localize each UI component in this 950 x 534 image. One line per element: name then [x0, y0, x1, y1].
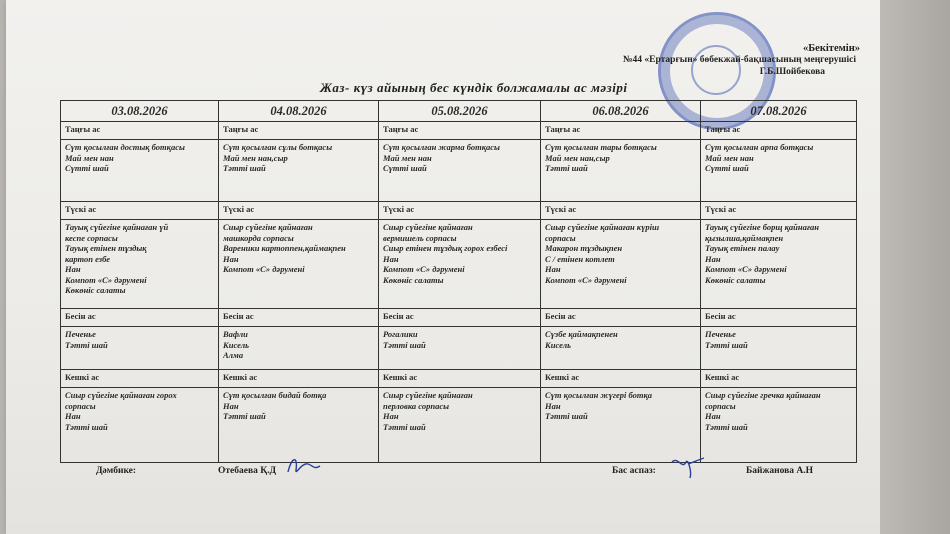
breakfast-cell [701, 140, 857, 202]
approver-name: Г.Б.Шойбекова [759, 67, 825, 77]
snack-cell [701, 327, 857, 370]
menu-item: Май мен нан,сыр [545, 152, 610, 163]
menu-item: Көкөніс салаты [705, 274, 766, 285]
lunch-label-cell: Түскі ас [541, 202, 701, 220]
menu-item: Тәтті шай [383, 339, 426, 350]
snack-cell [219, 327, 379, 370]
date-cell: 07.08.2026 [701, 101, 857, 122]
date-row [61, 101, 857, 122]
menu-item: Тәтті шай [223, 163, 266, 173]
menu-item: Компот «С» дәрумені [223, 264, 305, 274]
menu-item: Көкөніс салаты [383, 274, 444, 285]
breakfast-cell [219, 140, 379, 202]
lunch-label-cell: Түскі ас [61, 202, 219, 220]
menu-item: Нан [545, 264, 561, 274]
snack-label-row [61, 309, 857, 327]
menu-table [60, 100, 857, 463]
breakfast-cell [379, 140, 541, 202]
menu-item: Кисель [223, 339, 249, 350]
snack-label-cell: Бесін ас [219, 309, 379, 327]
cook-signature-icon [668, 452, 708, 480]
menu-item: Сүт қосылған сұлы ботқасы [223, 142, 333, 152]
menu-item: Тауық сүйегіне қайнаған үй [65, 222, 169, 232]
lunch-cell [61, 220, 219, 309]
menu-item: Тәтті шай [545, 163, 588, 173]
menu-item: перловка сорпасы [383, 400, 450, 411]
menu-item: Рогалики [383, 329, 418, 339]
menu-item: Тәтті шай [545, 411, 588, 421]
dinner-label-cell: Кешкі ас [219, 370, 379, 388]
menu-item: Компот «С» дәрумені [65, 274, 147, 285]
menu-item: Сиыр сүйегіне қайнаған күріш [545, 222, 660, 232]
lunch-label-cell: Түскі ас [701, 202, 857, 220]
menu-item: вермишель сорпасы [383, 232, 457, 243]
menu-item: Сүт қосылған тары ботқасы [545, 142, 657, 152]
menu-item: Нан [705, 411, 721, 421]
approver-position: №44 «Ертарғын» бөбекжай-бақшасының меңгерушісі [622, 55, 856, 65]
dinner-label-cell: Кешкі ас [379, 370, 541, 388]
menu-item: Сүтті шай [705, 163, 749, 173]
menu-item: Сиыр сүйегіне қайнаған [383, 390, 473, 400]
snack-cell [61, 327, 219, 370]
snack-label-cell: Бесін ас [379, 309, 541, 327]
dinner-label-cell: Кешкі ас [61, 370, 219, 388]
breakfast-label-cell: Таңғы ас [61, 122, 219, 140]
menu-item: Нан [223, 400, 239, 411]
menu-item: Нан [705, 253, 721, 264]
dietitian-signature-icon [284, 452, 324, 480]
menu-item: Тәтті шай [65, 339, 108, 350]
lunch-cell [379, 220, 541, 309]
menu-item: Май мен нан [65, 152, 114, 163]
menu-item: Сүт қосылған достық ботқасы [65, 142, 185, 152]
menu-item: Сүтті шай [383, 163, 427, 173]
menu-item: Сиыр сүйегіне қайнаған [383, 222, 473, 232]
menu-item: Тәтті шай [705, 339, 748, 350]
breakfast-label-cell: Таңғы ас [701, 122, 857, 140]
dinner-cell [61, 388, 219, 463]
breakfast-cell [541, 140, 701, 202]
breakfast-row [61, 140, 857, 202]
menu-item: Печенье [65, 329, 96, 339]
menu-item: Сүзбе қаймақпенен [545, 329, 618, 339]
menu-item: кеспе сорпасы [65, 232, 118, 243]
snack-cell [541, 327, 701, 370]
breakfast-label-cell: Таңғы ас [379, 122, 541, 140]
page-title: Жаз- күз айының бес күндік болжамалы ас мәзірі [320, 80, 628, 95]
lunch-cell [219, 220, 379, 309]
dinner-cell [701, 388, 857, 463]
cook-name: Байжанова А.Н [746, 466, 814, 476]
lunch-row [61, 220, 857, 309]
menu-item: Алма [223, 350, 244, 360]
menu-item: машкорда сорпасы [223, 232, 294, 243]
menu-item: сорпасы [65, 400, 96, 411]
dietitian-name: Отебаева Қ.Д [218, 466, 277, 476]
date-cell: 05.08.2026 [379, 101, 541, 122]
dietitian-label: Дәмбике: [96, 466, 137, 476]
lunch-cell [701, 220, 857, 309]
menu-item: Көкөніс салаты [65, 285, 126, 295]
menu-item: Нан [383, 253, 399, 264]
background-surface [880, 0, 950, 534]
menu-item: Макарон тұздықпен [545, 243, 623, 253]
lunch-label-cell: Түскі ас [379, 202, 541, 220]
date-cell: 04.08.2026 [219, 101, 379, 122]
menu-item: қызылша,қаймақпен [705, 232, 784, 243]
menu-item: Сүт қосылған жүгері ботқа [545, 390, 653, 400]
menu-item: Нан [383, 411, 399, 421]
dinner-label-cell: Кешкі ас [701, 370, 857, 388]
menu-item: Сүт қосылған жарма ботқасы [383, 142, 500, 152]
breakfast-cell [61, 140, 219, 202]
menu-item: Сүтті шай [65, 163, 109, 173]
lunch-label-cell: Түскі ас [219, 202, 379, 220]
menu-item: картоп езбе [65, 253, 111, 264]
menu-item: Нан [65, 264, 81, 274]
dinner-row [61, 388, 857, 463]
approval-heading: «Бекітемін» [802, 43, 860, 54]
date-cell: 06.08.2026 [541, 101, 701, 122]
menu-item: Компот «С» дәрумені [705, 264, 787, 274]
menu-item: Нан [545, 400, 561, 411]
menu-item: Тауық етінен палау [705, 243, 780, 253]
menu-item: С / етінен котлет [545, 253, 615, 264]
menu-item: Сүт қосылған бидай ботқа [223, 390, 327, 400]
lunch-label-row [61, 202, 857, 220]
menu-item: Тәтті шай [383, 421, 426, 432]
snack-cell [379, 327, 541, 370]
snack-row [61, 327, 857, 370]
menu-item: Тауық етінен тұздық [65, 243, 147, 253]
menu-item: Сиыр сүйегіне қайнаған [223, 222, 313, 232]
snack-label-cell: Бесін ас [61, 309, 219, 327]
menu-item: Май мен нан [705, 152, 754, 163]
menu-item: Компот «С» дәрумені [545, 274, 627, 285]
cook-label: Бас аспаз: [612, 466, 656, 476]
snack-label-cell: Бесін ас [701, 309, 857, 327]
menu-item: Сүт қосылған арпа ботқасы [705, 142, 814, 152]
menu-item: Сиыр етінен тұздық горох езбесі [383, 243, 508, 253]
menu-item: Тәтті шай [223, 411, 266, 421]
menu-item: Печенье [705, 329, 736, 339]
dinner-label-cell: Кешкі ас [541, 370, 701, 388]
menu-item: Тауық сүйегіне борщ қайнаған [705, 222, 819, 232]
dinner-label-row [61, 370, 857, 388]
breakfast-label-cell: Таңғы ас [219, 122, 379, 140]
menu-item: Тәтті шай [65, 421, 108, 432]
menu-item: сорпасы [545, 232, 576, 243]
breakfast-label-row [61, 122, 857, 140]
menu-item: Тәтті шай [705, 421, 748, 432]
dinner-cell [379, 388, 541, 463]
breakfast-label-cell: Таңғы ас [541, 122, 701, 140]
date-cell: 03.08.2026 [61, 101, 219, 122]
menu-item: Нан [223, 253, 239, 264]
menu-item: сорпасы [705, 400, 736, 411]
menu-item: Май мен нан,сыр [223, 152, 288, 163]
lunch-cell [541, 220, 701, 309]
menu-item: Вафли [223, 329, 248, 339]
menu-item: Вареники картоппен,қаймақпен [223, 243, 346, 253]
menu-item: Сиыр сүйегіне гречка қайнаған [705, 390, 821, 400]
menu-item: Нан [65, 411, 81, 421]
menu-item: Кисель [545, 339, 571, 350]
menu-item: Сиыр сүйегіне қайнаған горох [65, 390, 177, 400]
snack-label-cell: Бесін ас [541, 309, 701, 327]
menu-item: Май мен нан [383, 152, 432, 163]
menu-item: Компот «С» дәрумені [383, 264, 465, 274]
